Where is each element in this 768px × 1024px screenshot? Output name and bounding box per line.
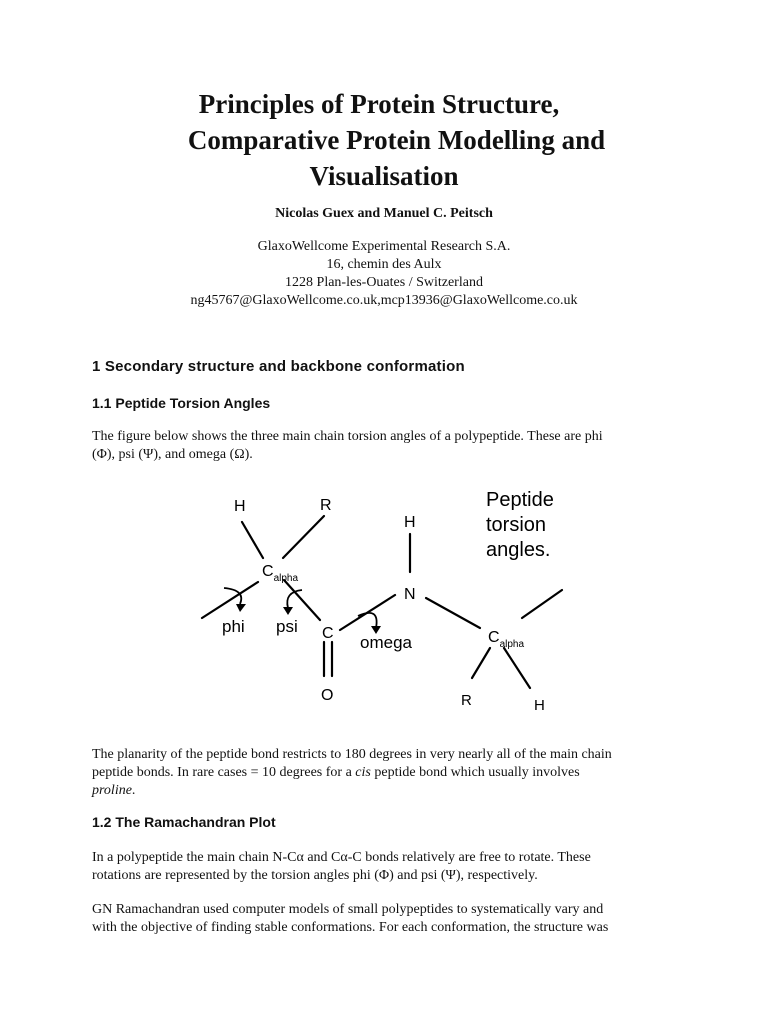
- section-1-2-heading: 1.2 The Ramachandran Plot: [92, 814, 276, 830]
- planarity-cis: cis: [355, 765, 371, 780]
- atom-h-3: H: [534, 697, 545, 714]
- section-1-heading: 1 Secondary structure and backbone conformation: [92, 358, 465, 375]
- atom-calpha-1-c: C: [262, 563, 274, 580]
- bond-calpha2-r2: [472, 648, 490, 678]
- paper-title: [0, 86, 768, 194]
- atom-calpha-2-c: C: [488, 629, 500, 646]
- bond-calpha2-chain: [522, 590, 562, 618]
- ramachandran-line-2: with the objective of finding stable conformations. For each conformation, the structure was: [92, 920, 609, 935]
- atom-calpha-1: [262, 563, 298, 584]
- atom-o: O: [321, 687, 334, 704]
- affiliation-org: GlaxoWellcome Experimental Research S.A.: [257, 239, 511, 254]
- affiliation-emails: ng45767@GlaxoWellcome.co.uk,mcp13936@GlaxoWellcome.co.uk: [190, 293, 578, 308]
- phi-arrowhead-icon: [236, 604, 246, 612]
- rotation-paragraph: [92, 849, 682, 885]
- label-omega: omega: [360, 633, 412, 652]
- peptide-torsion-figure: [190, 480, 590, 720]
- atom-h-1: H: [234, 498, 246, 515]
- torsion-intro-line-1: The figure below shows the three main chain torsion angles of a polypeptide. These are phi: [92, 429, 603, 444]
- psi-arrowhead-icon: [283, 607, 293, 615]
- bond-chain-calpha1: [202, 582, 258, 618]
- authors: Nicolas Guex and Manuel C. Peitsch: [275, 206, 493, 221]
- bond-r1-calpha: [283, 516, 324, 558]
- label-psi: psi: [276, 617, 298, 636]
- figure-caption-line-3: angles.: [486, 539, 551, 561]
- atom-calpha-2: [488, 629, 524, 650]
- atom-r-2: R: [461, 692, 472, 709]
- title-line-1: Principles of Protein Structure,: [198, 89, 560, 119]
- planarity-line-2-pre: peptide bonds. In rare cases = 10 degrees for a: [92, 765, 356, 780]
- planarity-line-2-post: peptide bond which usually involves: [370, 765, 580, 780]
- planarity-line-1: The planarity of the peptide bond restricts to 180 degrees in very nearly all of the main chain: [92, 747, 612, 762]
- bond-n-calpha2: [426, 598, 480, 628]
- rotation-line-1: In a polypeptide the main chain N-Cα and Cα-C bonds relatively are free to rotate. These: [92, 850, 591, 865]
- ramachandran-line-1: GN Ramachandran used computer models of small polypeptides to systematically vary and: [92, 902, 604, 917]
- affiliation: [0, 238, 768, 310]
- section-1-1-heading: 1.1 Peptide Torsion Angles: [92, 395, 271, 411]
- planarity-paragraph: [92, 746, 682, 800]
- bond-h1-calpha: [242, 522, 263, 558]
- planarity-line-3-post: .: [131, 783, 136, 798]
- planarity-line-3: [92, 782, 682, 800]
- label-phi: phi: [222, 617, 245, 636]
- title-line-2: Comparative Protein Modelling and: [187, 125, 606, 155]
- bond-calpha1-c: [284, 580, 320, 620]
- atom-n: N: [404, 586, 416, 603]
- atom-h-2: H: [404, 514, 416, 531]
- bond-calpha2-h3: [504, 648, 530, 688]
- figure-caption-line-1: Peptide: [486, 489, 554, 511]
- title-line-3: Visualisation: [309, 161, 459, 191]
- omega-arrow-icon: [358, 613, 377, 628]
- atom-calpha-1-sub: alpha: [273, 573, 299, 584]
- torsion-intro-paragraph: [92, 428, 682, 464]
- planarity-line-2: [92, 764, 682, 782]
- affiliation-street: 16, chemin des Aulx: [326, 257, 442, 272]
- rotation-line-2: rotations are represented by the torsion angles phi (Φ) and psi (Ψ), respectively.: [92, 868, 538, 883]
- atom-calpha-2-sub: alpha: [499, 639, 525, 650]
- atom-c: C: [322, 625, 334, 642]
- ramachandran-paragraph: [92, 901, 682, 937]
- torsion-intro-line-2: (Φ), psi (Ψ), and omega (Ω).: [92, 447, 253, 462]
- affiliation-city: 1228 Plan-les-Ouates / Switzerland: [285, 275, 483, 290]
- figure-caption-line-2: torsion: [486, 514, 547, 536]
- planarity-proline: proline: [92, 783, 132, 798]
- atom-r-1: R: [320, 497, 332, 514]
